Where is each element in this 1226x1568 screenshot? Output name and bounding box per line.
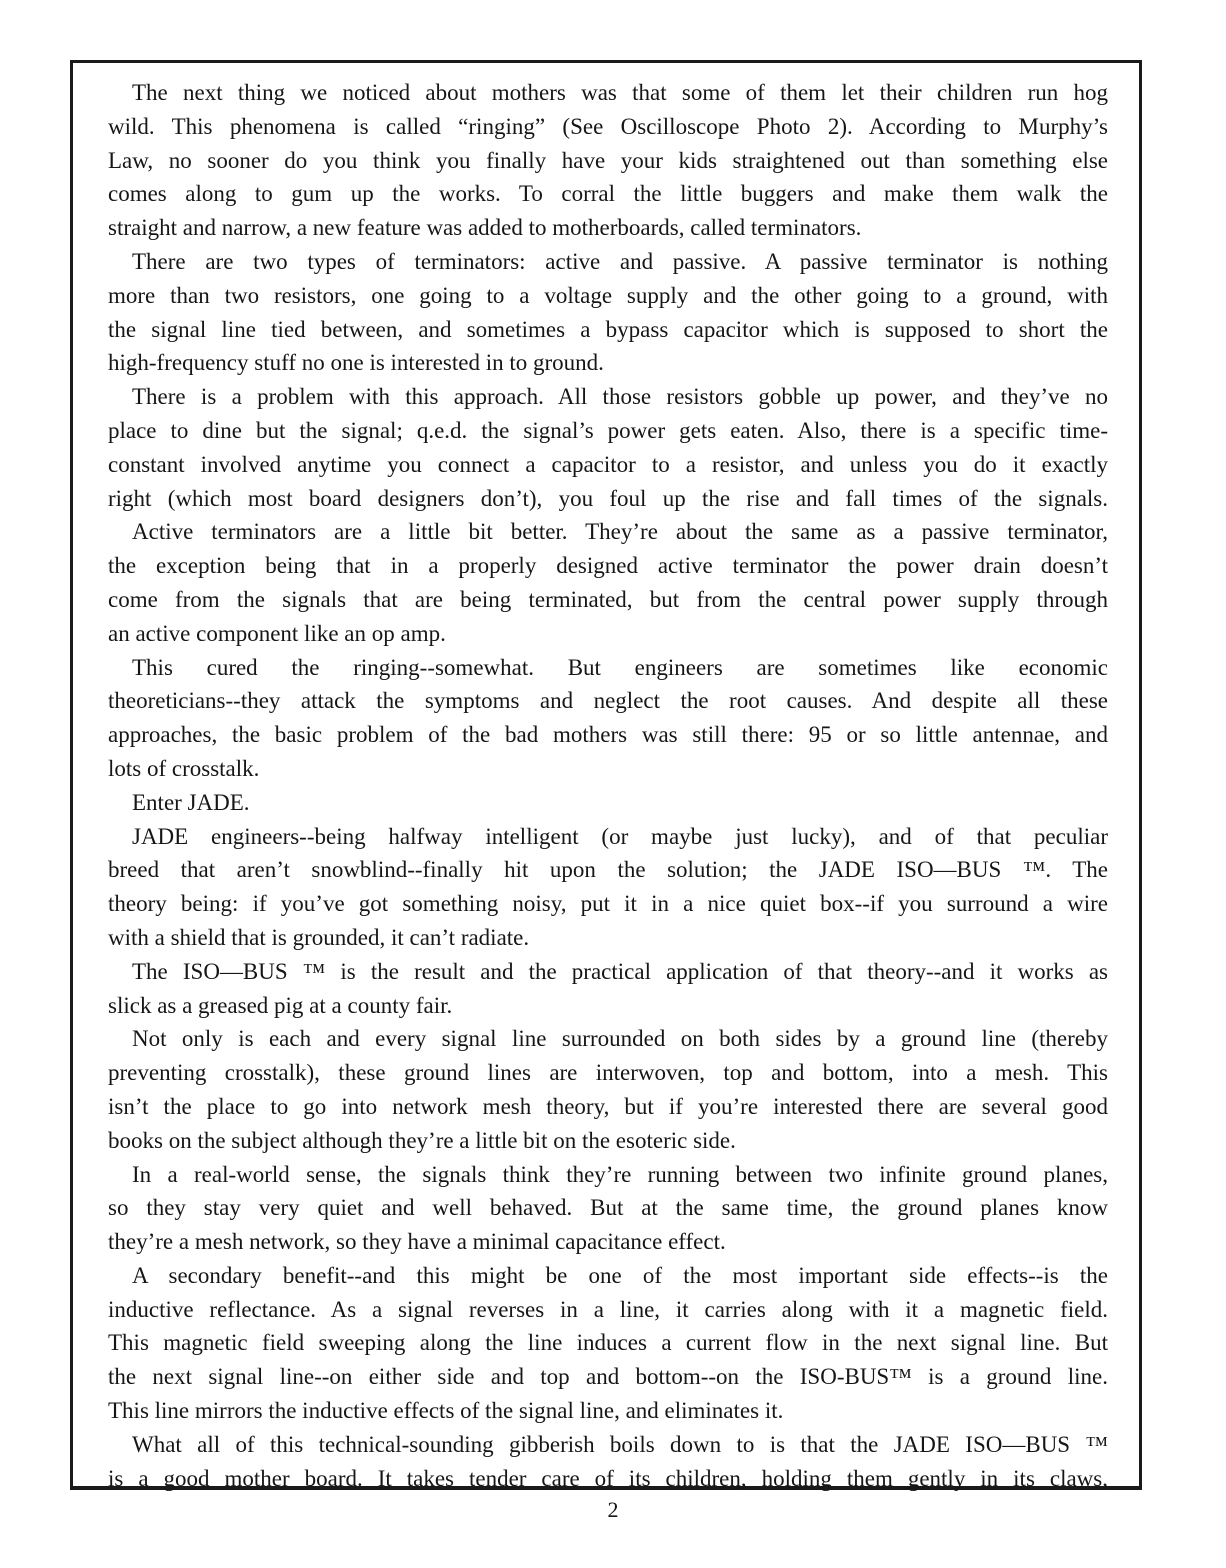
- text-line: preventing crosstalk), these ground lines are interwoven, top and bottom, into a mesh. This: [108, 1060, 1108, 1086]
- text-line: JADE engineers--being halfway intelligent (or maybe just lucky), and of that peculiar: [132, 823, 1108, 849]
- text-line: constant involved anytime you connect a capacitor to a resistor, and unless you do it exactly: [108, 451, 1108, 477]
- text-line: with a shield that is grounded, it can’t radiate.: [108, 924, 530, 950]
- text-line: Enter JADE.: [132, 789, 250, 815]
- text-line: place to dine but the signal; q.e.d. the signal’s power gets eaten. Also, there is a specific time-: [108, 417, 1108, 443]
- text-line: theoreticians--they attack the symptoms and neglect the root causes. And despite all these: [108, 688, 1108, 714]
- text-line: the next signal line--on either side and top and bottom--on the ISO-BUS™ is a ground line.: [108, 1364, 1108, 1390]
- page-number: 2: [607, 1497, 619, 1522]
- text-line: right (which most board designers don’t), you foul up the rise and fall times of the signals.: [108, 485, 1108, 511]
- text-line: isn’t the place to go into network mesh theory, but if you’re interested there are several good: [108, 1093, 1108, 1119]
- text-line: come from the signals that are being terminated, but from the central power supply through: [108, 586, 1108, 612]
- text-line: an active component like an op amp.: [108, 620, 446, 646]
- text-line: approaches, the basic problem of the bad mothers was still there: 95 or so little antennae, and: [108, 722, 1108, 748]
- text-line: wild. This phenomena is called “ringing” (See Oscilloscope Photo 2). According to Murphy’s: [108, 113, 1108, 139]
- text-line: the signal line tied between, and sometimes a bypass capacitor which is supposed to short the: [108, 316, 1108, 342]
- text-line: more than two resistors, one going to a voltage supply and the other going to a ground, with: [108, 282, 1108, 308]
- text-line: Active terminators are a little bit better. They’re about the same as a passive terminator,: [132, 519, 1108, 545]
- text-line: A secondary benefit--and this might be one of the most important side effects--is the: [132, 1262, 1108, 1288]
- text-line: There is a problem with this approach. All those resistors gobble up power, and they’ve no: [132, 384, 1108, 410]
- text-line: This line mirrors the inductive effects of the signal line, and eliminates it.: [108, 1398, 784, 1424]
- text-line: theory being: if you’ve got something noisy, put it in a nice quiet box--if you surround a wire: [108, 891, 1108, 917]
- text-line: comes along to gum up the works. To corral the little buggers and make them walk the: [108, 181, 1108, 207]
- text-line: is a good mother board. It takes tender care of its children, holding them gently in its claws,: [108, 1465, 1108, 1491]
- text-line: breed that aren’t snowblind--finally hit upon the solution; the JADE ISO—BUS ™. The: [108, 857, 1108, 883]
- text-line: There are two types of terminators: active and passive. A passive terminator is nothing: [132, 248, 1108, 274]
- text-line: This magnetic field sweeping along the line induces a current flow in the next signal line. But: [108, 1330, 1108, 1356]
- text-line: This cured the ringing--somewhat. But engineers are sometimes like economic: [132, 654, 1108, 680]
- text-line: Law, no sooner do you think you finally have your kids straightened out than something else: [108, 147, 1108, 173]
- text-line: lots of crosstalk.: [108, 755, 260, 781]
- text-line: inductive reflectance. As a signal reverses in a line, it carries along with it a magnetic field.: [108, 1296, 1108, 1322]
- text-line: high-frequency stuff no one is interested in to ground.: [108, 350, 604, 376]
- text-line: Not only is each and every signal line surrounded on both sides by a ground line (thereby: [132, 1026, 1108, 1052]
- text-line: so they stay very quiet and well behaved. But at the same time, the ground planes know: [108, 1195, 1108, 1221]
- text-line: straight and narrow, a new feature was added to motherboards, called terminators.: [108, 215, 862, 241]
- text-line: the exception being that in a properly designed active terminator the power drain doesn’t: [108, 553, 1108, 579]
- text-line: slick as a greased pig at a county fair.: [108, 992, 453, 1018]
- text-line: The ISO—BUS ™ is the result and the practical application of that theory--and it works as: [132, 958, 1108, 984]
- text-line: What all of this technical-sounding gibberish boils down to is that the JADE ISO—BUS ™: [132, 1431, 1108, 1457]
- text-line: books on the subject although they’re a little bit on the esoteric side.: [108, 1127, 736, 1153]
- text-line: they’re a mesh network, so they have a minimal capacitance effect.: [108, 1229, 726, 1255]
- text-line: The next thing we noticed about mothers was that some of them let their children run hog: [132, 80, 1108, 105]
- text-line: In a real-world sense, the signals think they’re running between two infinite ground planes,: [132, 1161, 1108, 1187]
- body-text: [108, 76, 1108, 1495]
